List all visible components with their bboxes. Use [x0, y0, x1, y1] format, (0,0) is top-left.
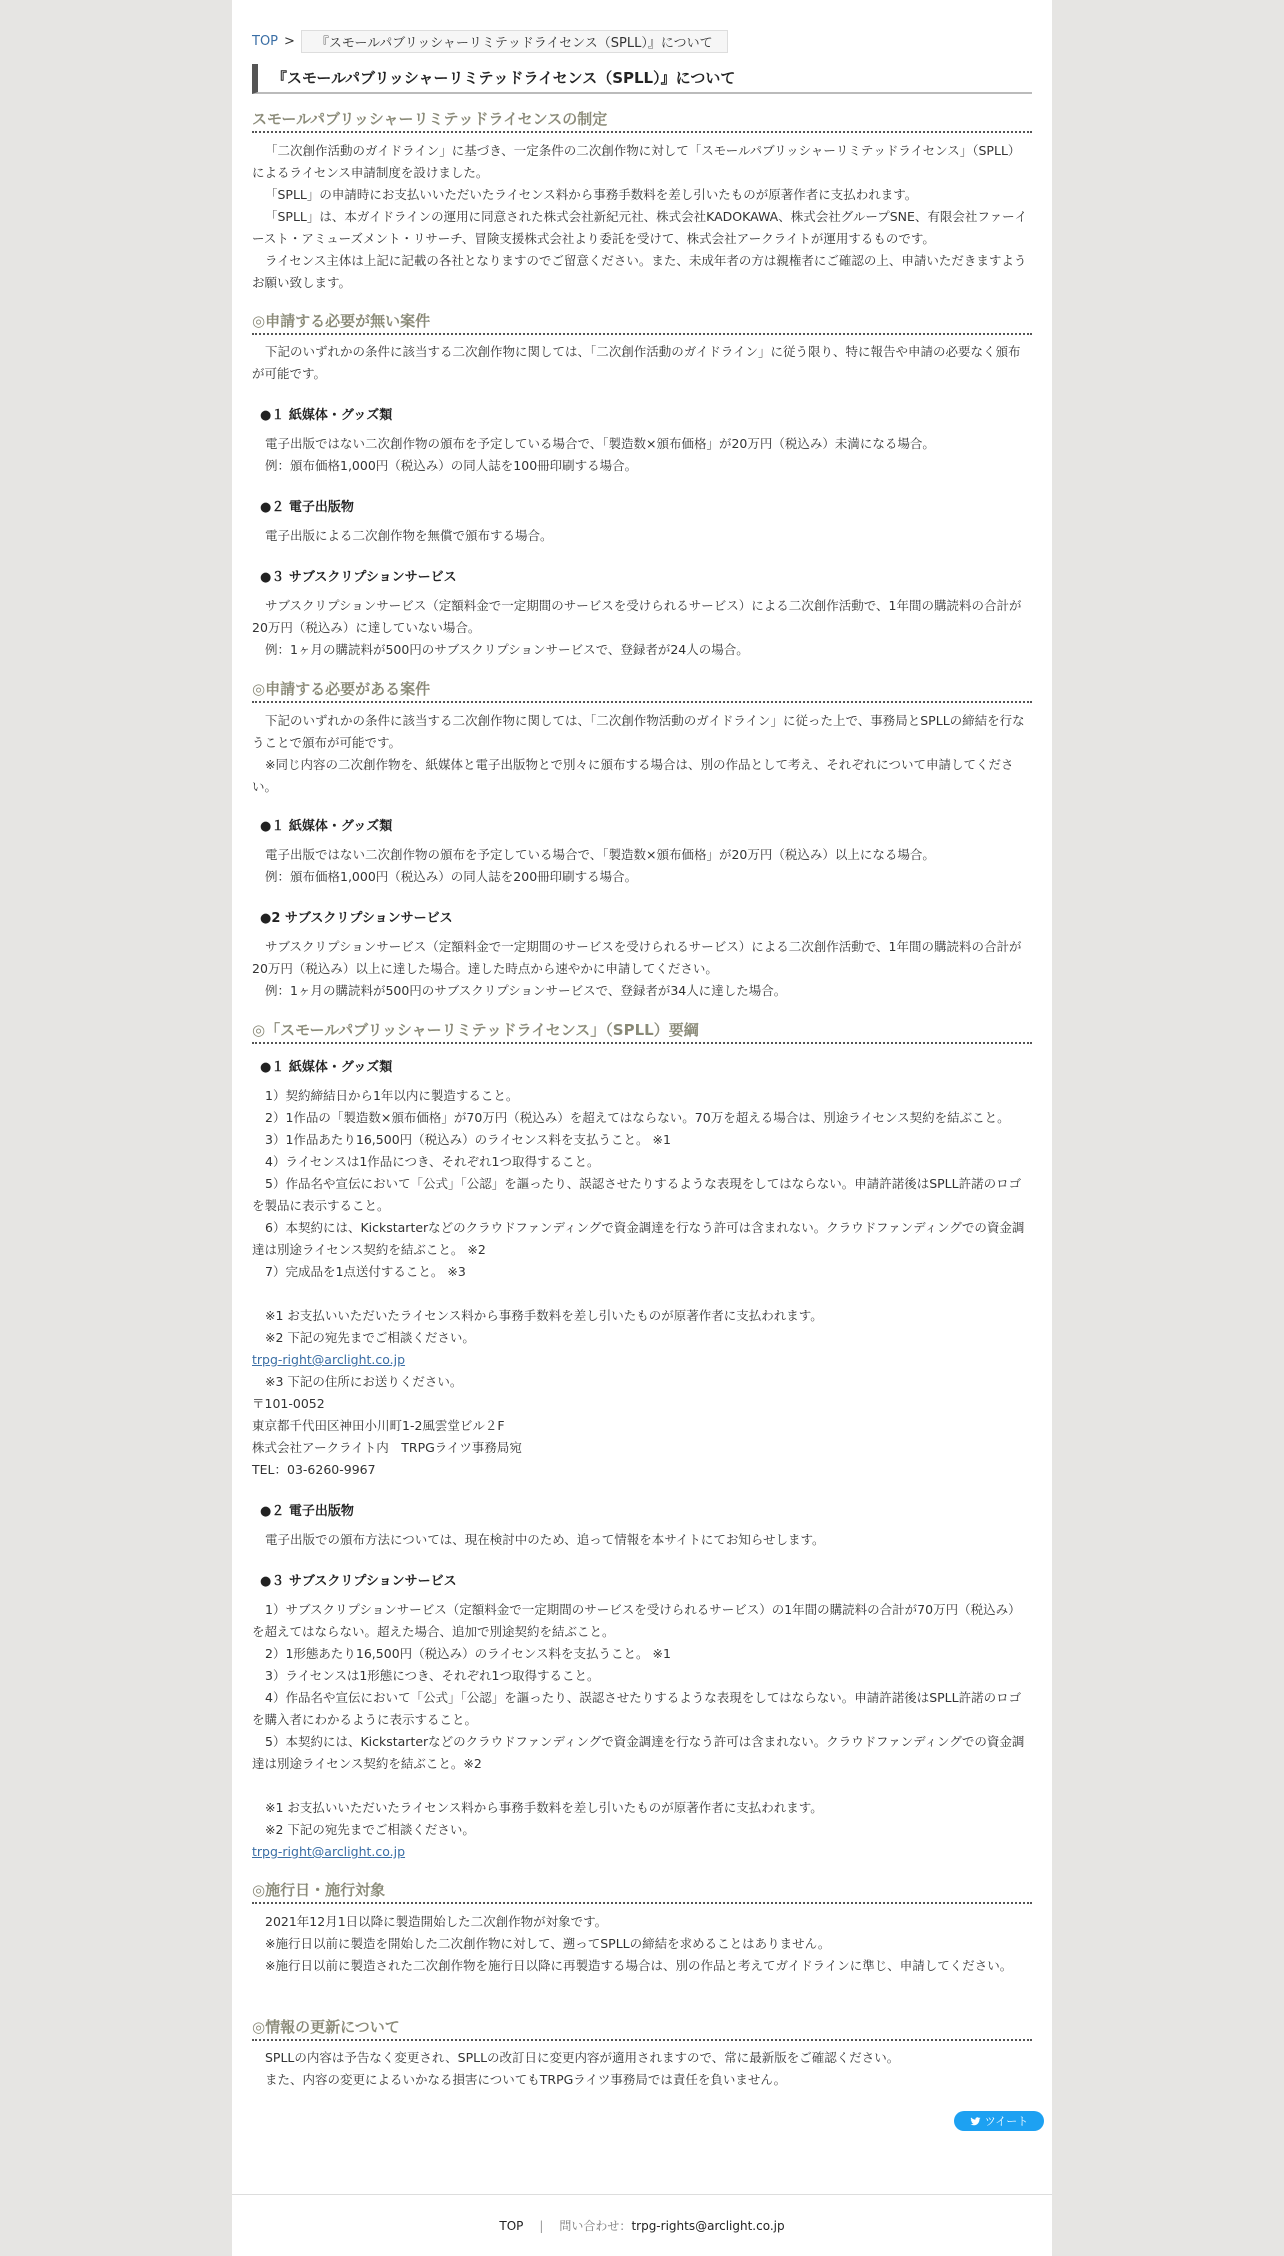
- list-item: 2）1作品の「製造数×頒布価格」が70万円（税込み）を超えてはならない。70万を超える場合は、別途ライセンス契約を結ぶこと。: [265, 1110, 1010, 1125]
- tweet-button[interactable]: [954, 2111, 1044, 2131]
- subsection-heading: ●２ 電子出版物: [260, 1504, 354, 1519]
- list-item: 1）サブスクリプションサービス（定額料金で一定期間のサービスを受けられるサービス）の1年間の購読料の合計が70万円（税込み）を超えてはならない。超えた場合、追加で別途契約を結ぶこと。: [252, 1602, 1021, 1639]
- tweet-label: ツイート: [984, 2115, 1029, 2128]
- paragraph: SPLLの内容は予告なく変更され、SPLLの改訂日に変更内容が適用されますので、常に最新版をご確認ください。: [265, 2050, 900, 2065]
- paragraph: ※施行日以前に製造を開始した二次創作物に対して、遡ってSPLLの締結を求めることはありません。: [265, 1936, 831, 1951]
- paragraph: 例：1ヶ月の購読料が500円のサブスクリプションサービスで、登録者が34人に達した場合。: [265, 983, 787, 998]
- address-line: TEL：03-6260-9967: [252, 1462, 376, 1477]
- section-heading-enactment: スモールパブリッシャーリミテッドライセンスの制定: [252, 109, 1032, 133]
- section-heading-no-application: ◎申請する必要が無い案件: [252, 311, 1032, 335]
- list-item: 2）1形態あたり16,500円（税込み）のライセンス料を支払うこと。 ※1: [265, 1646, 671, 1661]
- footnote: ※2 下記の宛先までご相談ください。: [265, 1330, 475, 1345]
- list-item: 7）完成品を1点送付すること。 ※3: [265, 1264, 466, 1279]
- paragraph: 「SPLL」の申請時にお支払いいただいたライセンス料から事務手数料を差し引いたものが原著作者に支払われます。: [265, 187, 918, 202]
- email-link[interactable]: trpg-right@arclight.co.jp: [252, 1844, 406, 1859]
- paragraph: 「二次創作活動のガイドライン」に基づき、一定条件の二次創作物に対して「スモールパブリッシャーリミテッドライセンス」（SPLL）によるライセンス申請制度を設けました。: [252, 143, 1021, 180]
- section-heading-application-required: ◎申請する必要がある案件: [252, 679, 1032, 703]
- address-line: 株式会社アークライト内 TRPGライツ事務局宛: [252, 1440, 522, 1455]
- section-heading-spll-outline: ◎「スモールパブリッシャーリミテッドライセンス」（SPLL）要綱: [252, 1020, 1032, 1044]
- list-item: 3）1作品あたり16,500円（税込み）のライセンス料を支払うこと。 ※1: [265, 1132, 671, 1147]
- subsection-heading: ●１ 紙媒体・グッズ類: [260, 819, 393, 834]
- subsection-heading: ●３ サブスクリプションサービス: [260, 570, 457, 585]
- paragraph: 電子出版による二次創作物を無償で頒布する場合。: [265, 528, 553, 543]
- paragraph: サブスクリプションサービス（定額料金で一定期間のサービスを受けられるサービス）による二次創作活動で、1年間の購読料の合計が20万円（税込み）以上に達した場合。達した時点から速やかに申請してください。: [252, 939, 1022, 976]
- paragraph: 例：1ヶ月の購読料が500円のサブスクリプションサービスで、登録者が24人の場合。: [265, 642, 749, 657]
- breadcrumb-separator: >: [284, 34, 295, 49]
- subsection-heading: ●１ 紙媒体・グッズ類: [260, 408, 393, 423]
- paragraph: 下記のいずれかの条件に該当する二次創作物に関しては、「二次創作活動のガイドライン」に従う限り、特に報告や申請の必要なく頒布が可能です。: [252, 344, 1021, 381]
- paragraph: 2021年12月1日以降に製造開始した二次創作物が対象です。: [265, 1914, 608, 1929]
- footer-contact-label: 問い合わせ：: [559, 2219, 632, 2233]
- list-item: 4）ライセンスは1作品につき、それぞれ1つ取得すること。: [265, 1154, 600, 1169]
- paragraph: 電子出版ではない二次創作物の頒布を予定している場合で、「製造数×頒布価格」が20万円（税込み）以上になる場合。: [265, 847, 935, 862]
- footnote: ※2 下記の宛先までご相談ください。: [265, 1822, 475, 1837]
- paragraph: サブスクリプションサービス（定額料金で一定期間のサービスを受けられるサービス）による二次創作活動で、1年間の購読料の合計が20万円（税込み）に達していない場合。: [252, 598, 1022, 635]
- paragraph: 例：頒布価格1,000円（税込み）の同人誌を200冊印刷する場合。: [265, 869, 638, 884]
- page-container: [232, 0, 1052, 2256]
- address-line: 東京都千代田区神田小川町1-2風雲堂ビル２F: [252, 1418, 505, 1433]
- breadcrumb-top-link[interactable]: TOP: [252, 34, 279, 49]
- section-heading-effective-date: ◎施行日・施行対象: [252, 1880, 1032, 1904]
- list-item: 1）契約締結日から1年以内に製造すること。: [265, 1088, 519, 1103]
- paragraph: また、内容の変更によるいかなる損害についてもTRPGライツ事務局では責任を負いません。: [265, 2072, 787, 2087]
- list-item: 5）作品名や宣伝において「公式」「公認」を謳ったり、誤認させたりするような表現をしてはならない。申請許諾後はSPLL許諾のロゴを製品に表示すること。: [252, 1176, 1022, 1213]
- section-heading-updates: ◎情報の更新について: [252, 2017, 1032, 2041]
- twitter-bird-icon: [970, 2116, 981, 2127]
- list-item: 4）作品名や宣伝において「公式」「公認」を謳ったり、誤認させたりするような表現をしてはならない。申請許諾後はSPLL許諾のロゴを購入者にわかるように表示すること。: [252, 1690, 1022, 1727]
- paragraph: 下記のいずれかの条件に該当する二次創作物に関しては、「二次創作物活動のガイドライン」に従った上で、事務局とSPLLの締結を行なうことで頒布が可能です。: [252, 713, 1025, 750]
- subsection-heading: ●１ 紙媒体・グッズ類: [260, 1060, 393, 1075]
- paragraph: 「SPLL」は、本ガイドラインの運用に同意された株式会社新紀元社、株式会社KADOKAWA、株式会社グループSNE、有限会社ファーイースト・アミューズメント・リサーチ、冒険支援株式会社より委託を受けて、株式会社アークライトが運用するものです。: [252, 209, 1028, 246]
- footer-contact-email[interactable]: trpg-rights@arclight.co.jp: [631, 2218, 785, 2233]
- paragraph: ※同じ内容の二次創作物を、紙媒体と電子出版物とで別々に頒布する場合は、別の作品として考え、それぞれについて申請してください。: [252, 757, 1014, 794]
- breadcrumb-current: 『スモールパブリッシャーリミテッドライセンス（SPLL）』について: [301, 30, 728, 53]
- subsection-heading: ●2 サブスクリプションサービス: [260, 911, 453, 926]
- footer-top-link[interactable]: TOP: [499, 2218, 524, 2233]
- list-item: 3）ライセンスは1形態につき、それぞれ1つ取得すること。: [265, 1668, 600, 1683]
- subsection-heading: ●２ 電子出版物: [260, 500, 354, 515]
- breadcrumb: [252, 30, 728, 53]
- footnote: ※3 下記の住所にお送りください。: [265, 1374, 463, 1389]
- list-item: 6）本契約には、Kickstarterなどのクラウドファンディングで資金調達を行なう許可は含まれない。クラウドファンディングでの資金調達は別途ライセンス契約を結ぶこと。 ※2: [252, 1220, 1025, 1257]
- footer: [232, 2194, 1052, 2256]
- paragraph: ※施行日以前に製造された二次創作物を施行日以降に再製造する場合は、別の作品と考えてガイドラインに準じ、申請してください。: [265, 1958, 1013, 1973]
- paragraph: 電子出版ではない二次創作物の頒布を予定している場合で、「製造数×頒布価格」が20万円（税込み）未満になる場合。: [265, 436, 935, 451]
- page-title: 『スモールパブリッシャーリミテッドライセンス（SPLL）』について: [252, 64, 1032, 94]
- email-link[interactable]: trpg-right@arclight.co.jp: [252, 1352, 406, 1367]
- paragraph: 例：頒布価格1,000円（税込み）の同人誌を100冊印刷する場合。: [265, 458, 638, 473]
- address-line: 〒101-0052: [252, 1396, 325, 1411]
- footer-separator: |: [539, 2218, 544, 2233]
- paragraph: ライセンス主体は上記に記載の各社となりますのでご留意ください。また、未成年者の方は親権者にご確認の上、申請いただきますようお願い致します。: [252, 253, 1027, 290]
- footnote: ※1 お支払いいただいたライセンス料から事務手数料を差し引いたものが原著作者に支払われます。: [265, 1800, 823, 1815]
- paragraph: 電子出版での頒布方法については、現在検討中のため、追って情報を本サイトにてお知らせします。: [265, 1532, 825, 1547]
- subsection-heading: ●３ サブスクリプションサービス: [260, 1574, 457, 1589]
- footnote: ※1 お支払いいただいたライセンス料から事務手数料を差し引いたものが原著作者に支払われます。: [265, 1308, 823, 1323]
- list-item: 5）本契約には、Kickstarterなどのクラウドファンディングで資金調達を行なう許可は含まれない。クラウドファンディングでの資金調達は別途ライセンス契約を結ぶこと。※2: [252, 1734, 1025, 1771]
